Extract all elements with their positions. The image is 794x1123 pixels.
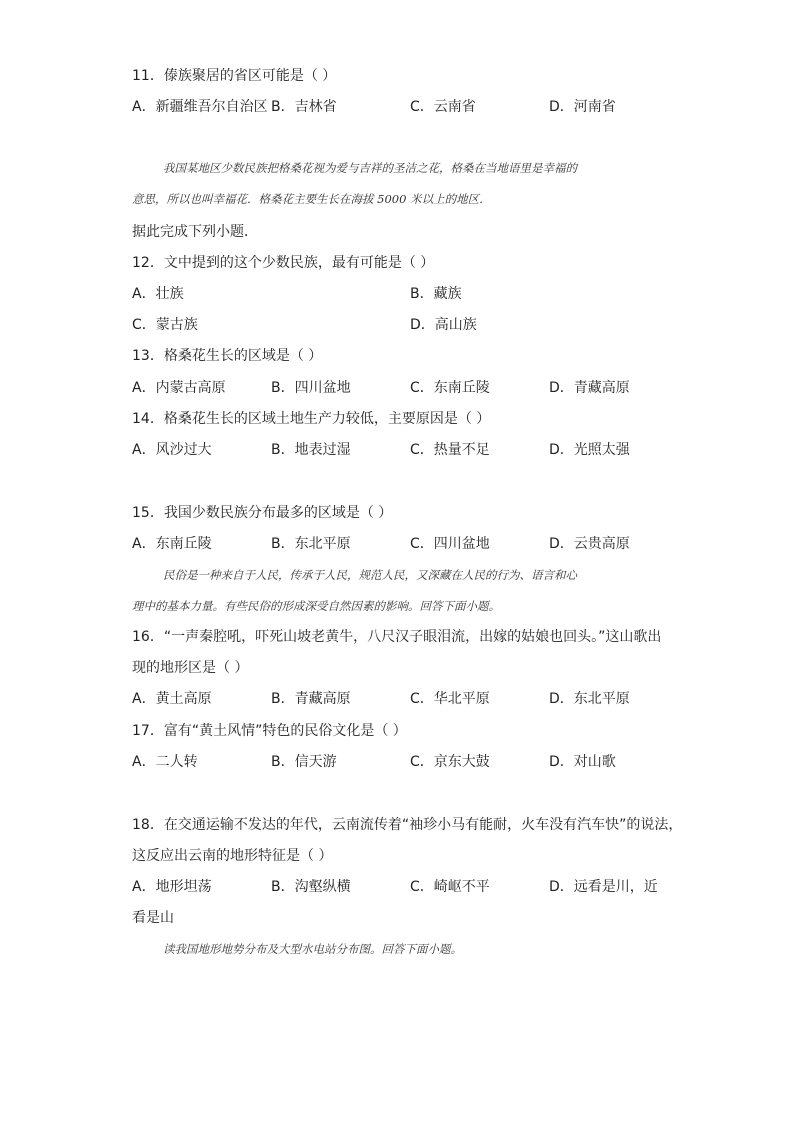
q18-option-b: B．沟壑纵横 bbox=[271, 879, 351, 895]
q16-stem-line1: 16．“一声秦腔吼，吓死山坡老黄牛，八尺汉子眼泪流，出嫁的姑娘也回头。”这山歌出 bbox=[132, 629, 662, 645]
q11-option-c: C．云南省 bbox=[410, 99, 476, 115]
passage3-line1: 读我国地形地势分布及大型水电站分布图。回答下面小题。 bbox=[163, 942, 462, 956]
q15-option-c: C．四川盆地 bbox=[410, 536, 490, 552]
q14-option-d: D．光照太强 bbox=[549, 442, 630, 458]
q16-options bbox=[132, 690, 672, 708]
q12-option-b: B．藏族 bbox=[410, 286, 462, 302]
q14-option-a: A．风沙过大 bbox=[132, 442, 212, 458]
q16-option-a: A．黄土高原 bbox=[132, 691, 212, 707]
q12-stem: 12．文中提到的这个少数民族，最有可能是（ ） bbox=[132, 255, 435, 271]
q17-option-b: B．信天游 bbox=[271, 754, 337, 770]
passage1-prompt: 据此完成下列小题． bbox=[132, 224, 258, 240]
q18-options bbox=[132, 878, 672, 896]
q14-options bbox=[132, 441, 672, 459]
q16-stem-line2: 现的地形区是（ ） bbox=[132, 660, 249, 676]
q18-option-d: D．远看是川，近 bbox=[549, 879, 658, 895]
q18-stem-line2: 这反应出云南的地形特征是（ ） bbox=[132, 848, 333, 864]
q15-options bbox=[132, 535, 672, 553]
q15-stem: 15．我国少数民族分布最多的区域是（ ） bbox=[132, 505, 393, 521]
q12-option-c: C．蒙古族 bbox=[132, 317, 198, 333]
q11-option-d: D．河南省 bbox=[549, 99, 616, 115]
q16-option-d: D．东北平原 bbox=[549, 691, 630, 707]
q14-option-b: B．地表过湿 bbox=[271, 442, 351, 458]
q17-option-c: C．京东大鼓 bbox=[410, 754, 490, 770]
q18-option-c: C．崎岖不平 bbox=[410, 879, 490, 895]
q18-option-a: A．地形坦荡 bbox=[132, 879, 212, 895]
q13-option-d: D．青藏高原 bbox=[549, 380, 630, 396]
q15-option-a: A．东南丘陵 bbox=[132, 536, 212, 552]
q15-option-b: B．东北平原 bbox=[271, 536, 351, 552]
passage1-line1: 我国某地区少数民族把格桑花视为爱与吉祥的圣洁之花，格桑在当地语里是幸福的 bbox=[163, 161, 577, 175]
q12-option-a: A．壮族 bbox=[132, 286, 184, 302]
passage2-line1: 民俗是一种来自于人民，传承于人民，规范人民，又深藏在人民的行为、语言和心 bbox=[163, 568, 577, 582]
q13-option-c: C．东南丘陵 bbox=[410, 380, 490, 396]
passage1-line2: 意思，所以也叫幸福花．格桑花主要生长在海拔 5000 米以上的地区． bbox=[132, 192, 491, 206]
q15-option-d: D．云贵高原 bbox=[549, 536, 630, 552]
q17-stem: 17．富有“黄土风情”特色的民俗文化是（ ） bbox=[132, 723, 407, 739]
passage2-line2: 理中的基本力量。有些民俗的形成深受自然因素的影响。回答下面小题。 bbox=[132, 599, 500, 613]
q13-option-a: A．内蒙古高原 bbox=[132, 380, 226, 396]
q11-stem: 11．傣族聚居的省区可能是（ ） bbox=[132, 68, 337, 84]
q17-options bbox=[132, 753, 672, 771]
q14-stem: 14．格桑花生长的区域土地生产力较低，主要原因是（ ） bbox=[132, 411, 491, 427]
q17-option-d: D．对山歌 bbox=[549, 754, 616, 770]
q13-options bbox=[132, 379, 672, 397]
q12-options-row1 bbox=[132, 285, 672, 303]
q11-option-b: B．吉林省 bbox=[271, 99, 337, 115]
q16-option-b: B．青藏高原 bbox=[271, 691, 351, 707]
q13-option-b: B．四川盆地 bbox=[271, 380, 351, 396]
q12-option-d: D．高山族 bbox=[410, 317, 477, 333]
q18-option-d-wrap: 看是山 bbox=[132, 910, 174, 926]
q18-stem-line1: 18．在交通运输不发达的年代，云南流传着“袖珍小马有能耐，火车没有汽车快”的说法， bbox=[132, 817, 683, 833]
q11-option-a: A．新疆维吾尔自治区 bbox=[132, 99, 268, 115]
q13-stem: 13．格桑花生长的区域是（ ） bbox=[132, 348, 323, 364]
q14-option-c: C．热量不足 bbox=[410, 442, 490, 458]
q17-option-a: A．二人转 bbox=[132, 754, 198, 770]
q11-options bbox=[132, 98, 672, 116]
q12-options-row2 bbox=[132, 316, 672, 334]
q16-option-c: C．华北平原 bbox=[410, 691, 490, 707]
